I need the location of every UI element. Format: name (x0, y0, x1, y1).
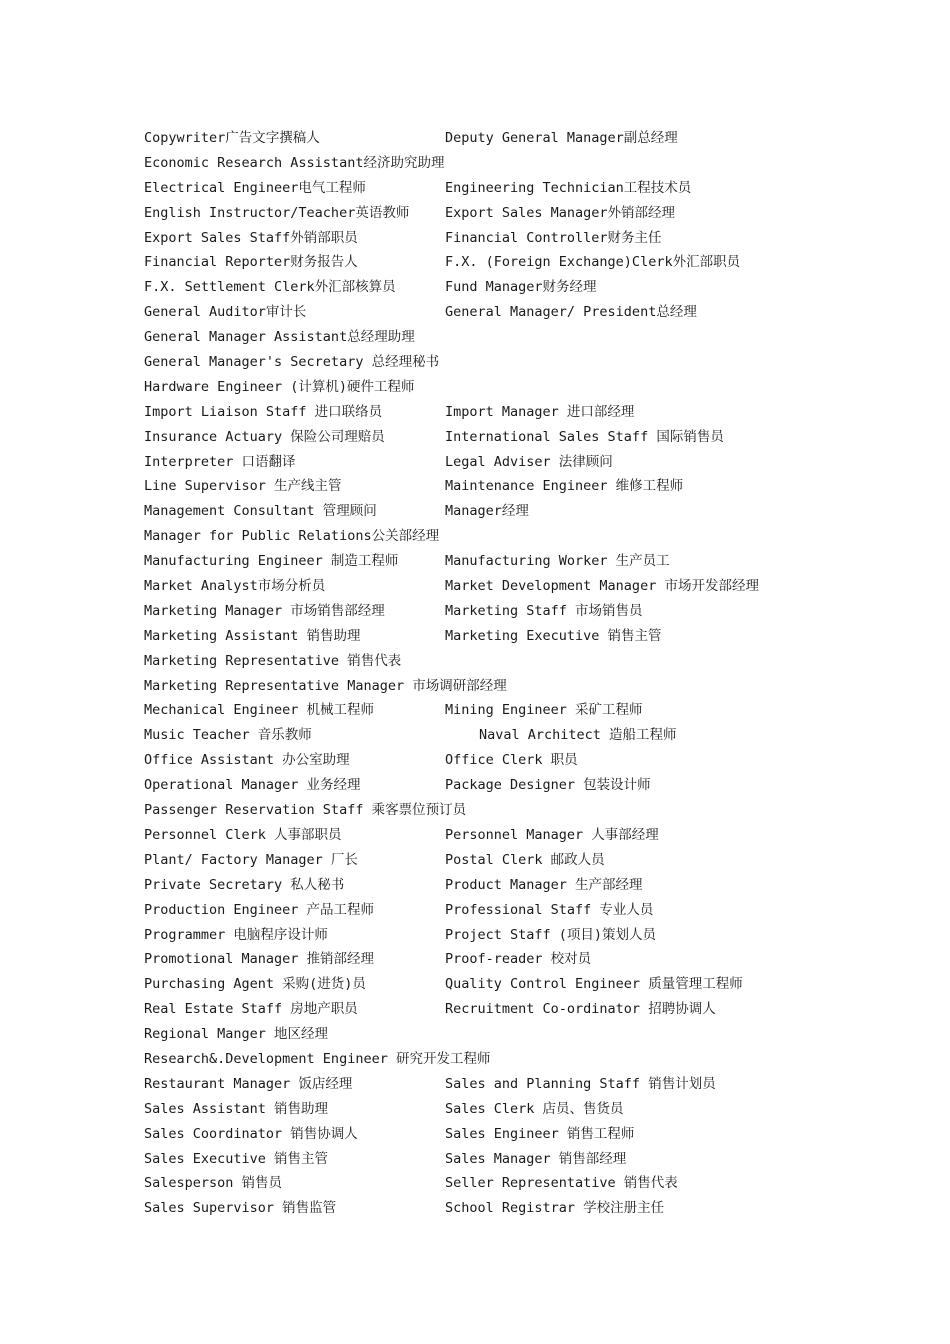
glossary-line (144, 375, 824, 400)
glossary-line (144, 1072, 824, 1097)
glossary-entry-left: Passenger Reservation Staff 乘客票位预订员 (144, 802, 467, 819)
glossary-line (144, 226, 824, 251)
glossary-line (144, 1122, 824, 1147)
glossary-entry-right: Professional Staff 专业人员 (445, 901, 654, 918)
glossary-line (144, 674, 824, 699)
glossary-line (144, 873, 824, 898)
glossary-entry-right: Marketing Executive 销售主管 (445, 627, 662, 644)
glossary-entry-right: Sales and Planning Staff 销售计划员 (445, 1075, 716, 1092)
glossary-entry-left: Copywriter广告文字撰稿人 (144, 130, 320, 146)
glossary-entry-right: Legal Adviser 法律顾问 (445, 453, 613, 470)
glossary-entry-right: Import Manager 进口部经理 (445, 403, 635, 420)
glossary-entry-right: General Manager/ President总经理 (445, 304, 697, 321)
glossary-entry-right: Project Staff (项目)策划人员 (445, 926, 657, 943)
glossary-line (144, 947, 824, 972)
glossary-line (144, 300, 824, 325)
glossary-entry-left: Personnel Clerk 人事部职员 (144, 826, 342, 843)
glossary-entry-right: Fund Manager财务经理 (445, 279, 597, 296)
glossary-line (144, 923, 824, 948)
glossary-entry-left: Management Consultant 管理顾问 (144, 503, 377, 520)
glossary-line (144, 425, 824, 450)
glossary-entry-left: Marketing Representative Manager 市场调研部经理 (144, 677, 507, 694)
glossary-entry-left: Marketing Manager 市场销售部经理 (144, 602, 385, 619)
glossary-line (144, 250, 824, 275)
glossary-entry-right: Naval Architect 造船工程师 (479, 727, 677, 744)
glossary-entry-left: Purchasing Agent 采购(进货)员 (144, 976, 366, 993)
glossary-line (144, 126, 824, 151)
glossary-entry-right: Financial Controller财务主任 (445, 229, 662, 246)
glossary-entry-right: Package Designer 包装设计师 (445, 777, 651, 794)
glossary-entry-left: Interpreter 口语翻译 (144, 453, 296, 470)
glossary-entry-right: Seller Representative 销售代表 (445, 1175, 678, 1192)
glossary-line (144, 1147, 824, 1172)
glossary-line (144, 698, 824, 723)
glossary-entry-left: Insurance Actuary 保险公司理赔员 (144, 428, 385, 445)
glossary-entry-right: Deputy General Manager副总经理 (445, 130, 678, 146)
glossary-line (144, 176, 824, 201)
glossary-line (144, 275, 824, 300)
glossary-line (144, 1047, 824, 1072)
glossary-entry-left: Private Secretary 私人秘书 (144, 876, 345, 893)
glossary-line (144, 574, 824, 599)
glossary-entry-right: Sales Engineer 销售工程师 (445, 1125, 635, 1142)
glossary-entry-right: Product Manager 生产部经理 (445, 876, 643, 893)
glossary-entry-left: General Manager's Secretary 总经理秘书 (144, 354, 440, 371)
glossary-entry-right: Sales Clerk 店员、售货员 (445, 1100, 624, 1117)
glossary-entry-right: Export Sales Manager外销部经理 (445, 204, 676, 221)
glossary-entry-left: Salesperson 销售员 (144, 1175, 283, 1192)
glossary-entry-left: Financial Reporter财务报告人 (144, 254, 358, 271)
glossary-entry-left: Operational Manager 业务经理 (144, 777, 361, 794)
glossary-line (144, 723, 824, 748)
glossary-entry-right: Recruitment Co-ordinator 招聘协调人 (445, 1001, 716, 1018)
glossary-line (144, 151, 824, 176)
glossary-entry-left: Plant/ Factory Manager 厂长 (144, 851, 358, 868)
glossary-entry-left: English Instructor/Teacher英语教师 (144, 204, 410, 221)
glossary-line (144, 599, 824, 624)
glossary-entry-left: Market Analyst市场分析员 (144, 578, 326, 595)
glossary-line (144, 499, 824, 524)
glossary-entry-right: Maintenance Engineer 维修工程师 (445, 478, 684, 495)
glossary-line (144, 997, 824, 1022)
glossary-line (144, 325, 824, 350)
glossary-entry-left: Marketing Assistant 销售助理 (144, 627, 361, 644)
glossary-entry-left: Production Engineer 产品工程师 (144, 901, 375, 918)
glossary-entry-right: Marketing Staff 市场销售员 (445, 602, 643, 619)
glossary-entry-right: Manufacturing Worker 生产员工 (445, 553, 670, 570)
glossary-line (144, 400, 824, 425)
glossary-line (144, 201, 824, 226)
job-title-glossary (144, 126, 824, 1221)
glossary-entry-left: Sales Coordinator 销售协调人 (144, 1125, 358, 1142)
glossary-entry-left: Music Teacher 音乐教师 (144, 727, 312, 744)
glossary-line (144, 972, 824, 997)
glossary-entry-left: Mechanical Engineer 机械工程师 (144, 702, 375, 719)
glossary-entry-left: F.X. Settlement Clerk外汇部核算员 (144, 279, 396, 296)
glossary-entry-left: Sales Executive 销售主管 (144, 1150, 329, 1167)
glossary-entry-left: General Manager Assistant总经理助理 (144, 329, 415, 346)
glossary-entry-left: Sales Assistant 销售助理 (144, 1100, 329, 1117)
glossary-line (144, 649, 824, 674)
glossary-line (144, 450, 824, 475)
glossary-line (144, 1171, 824, 1196)
glossary-line (144, 898, 824, 923)
glossary-entry-left: Economic Research Assistant经济助究助理 (144, 154, 445, 171)
glossary-entry-right: Personnel Manager 人事部经理 (445, 826, 659, 843)
glossary-entry-left: Office Assistant 办公室助理 (144, 752, 350, 769)
glossary-line (144, 624, 824, 649)
glossary-entry-right: Proof-reader 校对员 (445, 951, 592, 968)
glossary-line (144, 1196, 824, 1221)
glossary-line (144, 350, 824, 375)
glossary-entry-right: Market Development Manager 市场开发部经理 (445, 578, 759, 595)
glossary-entry-left: Restaurant Manager 饭店经理 (144, 1075, 353, 1092)
glossary-entry-left: Promotional Manager 推销部经理 (144, 951, 375, 968)
glossary-line (144, 474, 824, 499)
glossary-line (144, 773, 824, 798)
glossary-entry-right: Office Clerk 职员 (445, 752, 578, 769)
glossary-entry-right: Quality Control Engineer 质量管理工程师 (445, 976, 743, 993)
glossary-entry-right: Mining Engineer 采矿工程师 (445, 702, 643, 719)
glossary-entry-left: Import Liaison Staff 进口联络员 (144, 403, 383, 420)
glossary-entry-left: Real Estate Staff 房地产职员 (144, 1001, 358, 1018)
glossary-entry-left: Electrical Engineer电气工程师 (144, 179, 366, 196)
glossary-entry-right: International Sales Staff 国际销售员 (445, 428, 724, 445)
glossary-entry-left: Programmer 电脑程序设计师 (144, 926, 328, 943)
glossary-entry-left: Regional Manger 地区经理 (144, 1026, 329, 1043)
glossary-entry-right: School Registrar 学校注册主任 (445, 1200, 665, 1217)
glossary-entry-left: Manager for Public Relations公关部经理 (144, 528, 440, 545)
glossary-entry-left: Marketing Representative 销售代表 (144, 652, 402, 669)
glossary-line (144, 1097, 824, 1122)
glossary-line (144, 823, 824, 848)
glossary-entry-right: Manager经理 (445, 503, 529, 520)
glossary-entry-left: Research&.Development Engineer 研究开发工程师 (144, 1050, 491, 1067)
glossary-entry-left: Export Sales Staff外销部职员 (144, 229, 358, 246)
glossary-entry-left: Manufacturing Engineer 制造工程师 (144, 553, 399, 570)
glossary-line (144, 524, 824, 549)
glossary-line (144, 798, 824, 823)
glossary-entry-right: Sales Manager 销售部经理 (445, 1150, 627, 1167)
glossary-line (144, 848, 824, 873)
glossary-entry-left: Hardware Engineer (计算机)硬件工程师 (144, 378, 415, 395)
glossary-entry-right: Engineering Technician工程技术员 (445, 179, 692, 196)
glossary-entry-left: Sales Supervisor 销售监管 (144, 1200, 337, 1217)
glossary-line (144, 748, 824, 773)
glossary-line (144, 1022, 824, 1047)
glossary-entry-left: Line Supervisor 生产线主管 (144, 478, 342, 495)
glossary-entry-right: Postal Clerk 邮政人员 (445, 851, 605, 868)
glossary-line (144, 549, 824, 574)
glossary-entry-left: General Auditor审计长 (144, 304, 307, 321)
glossary-entry-right: F.X. (Foreign Exchange)Clerk外汇部职员 (445, 254, 741, 271)
